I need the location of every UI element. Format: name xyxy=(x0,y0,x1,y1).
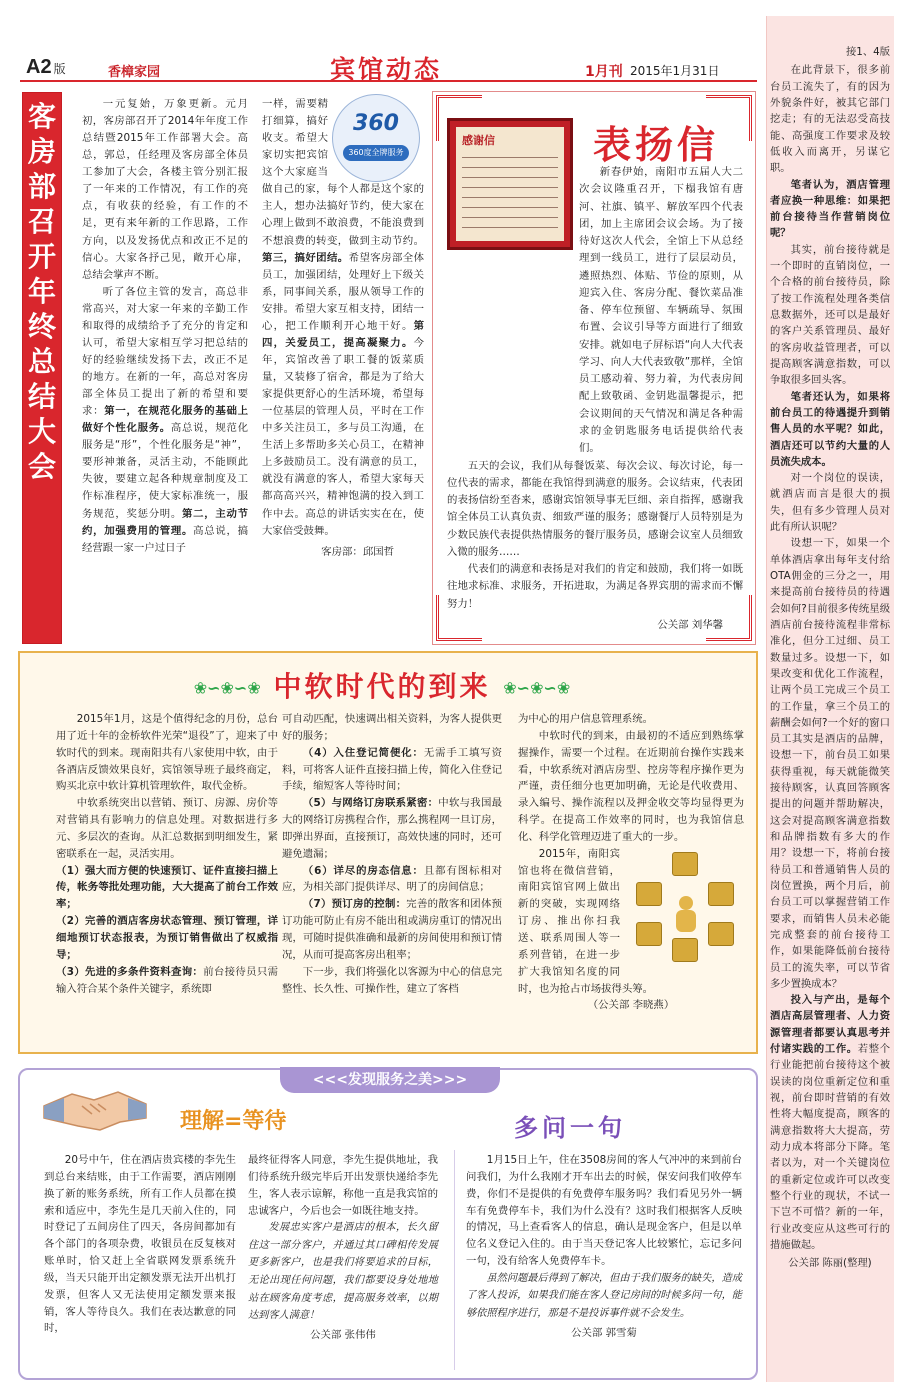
section2-paragraph: 中软时代的到来，由最初的不适应到熟练掌握操作，需要一个过程。在近期前台操作实践来看，中软系统对酒店房型、控房等程序操作更为严谨，责任细分也更加明确，无论是代收费用、录入编号、操作流程以及押金收交等均显得更为科学。在提高工作效率的同时，也为我馆信息化、科学化管理迈进了重大的一步。 xyxy=(518,729,744,843)
handshake-icon xyxy=(42,1076,150,1134)
sidebar-text: 若整个行业能把前台接待这个被误读的岗位重新定位和重视，前台即时营销的有效性将大幅度提高，顾客的满意指数将大大提高，劳动力成本将部分下降。笔者以为，对一个关键岗位的重新定位或许可以改变整个行业的现状，不试一下岂不可惜？新的一年，行业改变应从这些可行的措施做起。 xyxy=(770,1043,891,1251)
article1-title: 客房部召开年终总结大会 xyxy=(22,92,62,644)
service-beauty-section xyxy=(18,1068,758,1380)
sidebar-bold-paragraph: 笔者还认为，如果将前台员工的待遇提升到销售人员的水平呢？如此，酒店还可以节约大量的人员流失成本。 xyxy=(770,390,890,468)
section2-paragraph: 下一步，我们将强化以客源为中心的信息完整性、长久性、可操作性，建立了客档 xyxy=(282,965,502,995)
article1-column-2 xyxy=(262,96,424,561)
section2-column-1 xyxy=(56,711,278,997)
feature-7-heading: （7）预订房的控制： xyxy=(302,898,407,911)
sidebar-paragraph: 设想一下，如果一个单体酒店拿出每年支付给OTA佣金的三分之一，用来提高前台接待员的待遇会如何?目前很多传统星级酒店前台接待流程非常标准化，但分工过细、员工数量过多。设想一下，如果改变和优化工作流程，让两个员工完成三个员工的工作量，拿三个员工的薪酬会如何?一个好的窗口员工其实是酒店的品牌，设想一下，前台员工如果获得重视，每天就能微笑接待顾客，认真回答顾客提出的问题并帮助解决，这会对提高顾客满意指数和品牌指数有多大的作用？设想一下，将前台接待员工和普通销售人员的岗位置换，两个月后，前台员工可以掌握营销工作要求，而销售人员未必能完成整套的前台接待工作，如果能降低前台接待员工的流失率，可以节省多少置换成本？ xyxy=(770,537,890,990)
article1-text: 今年，宾馆改善了职工餐的饭菜质量，又装修了宿舍，都是为了给大家提供更舒心的生活环境，希望每一位基层的管理人员，平时在工作中多关注员工，多与员工沟通，在生活上多帮助多关心员工，在精神上多鼓励员工。没有满意的员工，就没有满意的客人，希望大家每天都高高兴兴，精神饱满的投入到工作中去。高总的讲话实实在在，使大家倍受鼓舞。 xyxy=(262,336,424,537)
story-a-paragraph: 最终征得客人同意，李先生提供地址，我们待系统升级完毕后开出发票快递给李先生，客人表示谅解，称他一直是我宾馆的忠诚客户，今后也会一如既往地支持。 xyxy=(248,1154,438,1217)
section2-column-3 xyxy=(518,711,744,1014)
issue-date: 2015年1月31日 xyxy=(630,64,720,78)
article1-paragraph: 一元复始，万象更新。元月初，客房部召开了2014年年度工作总结暨2015年工作部署大会。高总，郭总，任经理及客房部全体员工参加了大会，各楼主管分别汇报了一年来的工作情况，有工作的亮点，有收获的经验，有工作的不足，更有来年新的工作思路，工作方向，以及发扬优点和改正不足的信心。大家各抒己见，敞开心扉，总结会掌声不断。 xyxy=(82,98,248,281)
sidebar-paragraph: 在此背景下，很多前台员工流失了，有的因为外貌条件好，被其它部门挖走；有的无法忍受高技能、高强度工作要求及较低收入而离开，另谋它职。 xyxy=(770,64,890,175)
section2-paragraph: 可自动匹配，快速调出相关资料，为客人提供更好的服务； xyxy=(282,713,502,742)
feature-6-text: 且都有图标相对应，为相关部门提供详尽、明了的房间信息； xyxy=(282,864,503,894)
header-rule xyxy=(20,80,757,82)
commendation-paragraph: 五天的会议，我们从每餐饭菜、每次会议、每次讨论，每一位代表的需求，都能在我馆得到满意的服务。会议结束，代表团的表扬信纷至沓来，感谢宾馆领导事无巨细、亲自指挥，感谢我馆全体员工认真负责、细致严谨的服务；感谢餐厅人员特别是为少数民族代表提供热情服务的餐厅服务员，感谢会议室人员细致入微的服务…… xyxy=(447,459,743,558)
feature-1: （1）强大而方便的快速预订、证件直接扫描上传，帐务等批处理功能，大大提高了前台工作效率； xyxy=(56,864,278,911)
section2-paragraph: 为中心的用户信息管理系统。 xyxy=(518,713,654,725)
article1-text: 高总说，规范化服务是“形”，个性化服务是“神”，要形神兼备，灵活主动，不能顾此失彼，要建立起各种规章制度及工作标准程序，使大家标准统一，服务规范，奖惩分明。 xyxy=(82,422,249,520)
article1-text: 希望客房部全体员工，加强团结，处理好上下级关系，同事间关系，服从领导工作的安排。希望大家互相支持，团结一心，把工作顺利开心地干好。 xyxy=(262,251,425,332)
article1-column-1 xyxy=(82,96,248,557)
sidebar-paragraph: 对一个岗位的误读，就酒店而言是很大的损失，但有多少管理人员对此有所认识呢？ xyxy=(770,472,890,534)
sidebar-bold-paragraph: 投入与产出，是每个酒店高层管理者、人力资源管理者都要认真思考并付诸实践的工作。 xyxy=(770,994,890,1056)
article1-point-3: 第三，搞好团结。 xyxy=(262,251,349,264)
story-b-byline: 公关部 郭雪菊 xyxy=(571,1326,637,1339)
feature-2: （2）完善的酒店客房状态管理、预订管理，详细地预订状态报表，为预订销售做出了权威指导； xyxy=(56,915,278,961)
article1-text: 一样，需要精打细算，搞好收支。希望大家切实把宾馆这个大家庭当做自己的家，每个人都是这个家的主人，想办法搞好节约，使大家在心理上做到不敢浪费，不能浪费到不想浪费的转变，做到主动节约。 xyxy=(262,98,424,247)
section-title: 宾馆动态 xyxy=(329,55,442,84)
leaf-ornament-left: ❀∽❀∽❀ xyxy=(193,678,261,698)
badge-text: 360度全牌服务 xyxy=(343,145,409,161)
360-service-badge xyxy=(332,94,420,182)
story-a-note: 发展忠实客户是酒店的根本，长久留住这一部分客户，并通过其口碑相传发展更多新客户，也是我们将要追求的目标，无论出现任何问题，我们都要设身处地地站在顾客角度考虑，提高服务效率，以期达到客人满意！ xyxy=(248,1222,438,1322)
section2-paragraph: 2015年1月，这是个值得纪念的月份，总台用了近十年的金桥软件光荣“退役”了，迎来了中软时代的到来。现南阳共有八家使用中软，由于各酒店反馈效果良好，宾馆领导班子最终商定，购买北京中软计算机管理软件，取代金桥。 xyxy=(56,713,278,793)
section3-title-a: 理解=等待 xyxy=(180,1109,287,1134)
section3-title-b xyxy=(514,1108,626,1143)
section3-banner: <<<发现服务之美>>> xyxy=(280,1067,500,1093)
story-a-column-2 xyxy=(248,1152,438,1344)
commendation-byline: 公关部 刘华馨 xyxy=(657,618,723,631)
edition-number: A2 xyxy=(26,56,52,78)
article1-point-2: 第二，主动节约，加强费用的管理。 xyxy=(82,507,249,537)
story-a-byline: 公关部 张伟伟 xyxy=(310,1328,376,1341)
edition-label xyxy=(26,56,66,79)
section2-byline: （公关部 李晓燕） xyxy=(587,999,675,1012)
monthly-label: 1月刊 xyxy=(585,64,623,80)
page-header xyxy=(20,56,757,84)
continued-from-label: 接1、4版 xyxy=(846,46,890,58)
section2-paragraph: 中软系统突出以营销、预订、房源、房价等对营销具有影响力的信息处理。对数据进行多元、多层次的查询。从汇总数据到明细发生，紧密联系在一起，灵活实用。 xyxy=(56,797,278,860)
article1-paragraph xyxy=(82,284,248,557)
story-b-paragraph: 1月15日上午，住在3508房间的客人气冲冲的来到前台问我们，为什么我刚才开车出去的时候，保安问我们收停车费，你们不是提供的有免费停车服务吗？我们看见另外一辆车有免费停车卡，我们为什么没有？这时我们根据客人反映的情况，马上查看客人的信息，确认是现金客户，但是以单位名义登记入住的。由于当天登记客人比较繁忙，忘记多问一句，没有给客人免费停车卡。 xyxy=(466,1154,742,1268)
section2-title-text: 中软时代的到来 xyxy=(273,670,491,703)
sidebar-paragraph: 其实，前台接待就是一个即时的直销岗位，一个合格的前台接待员，除了按工作流程处理各类信息数据外，还可以是最好的客户关系管理员、最好的客房收益管理者，可以提高顾客满意指数，可以争取很多回头客。 xyxy=(770,243,890,387)
section2-paragraph: 2015年，南阳宾馆也将在微信营销，南阳宾馆官网上做出新的突破，实现网络订房、推出你扫我送、联系周围人等一系列营销，在进一步扩大我馆知名度的同时，也为抢占市场拔得头筹。 xyxy=(518,847,654,995)
article1-byline: 客房部：邱国哲 xyxy=(321,545,394,558)
section2-title xyxy=(132,665,632,705)
article1-point-1: 第一，在规范化服务的基础上做好个性化服务。 xyxy=(82,405,249,435)
feature-5-text: 中软与我国最大的网络订房携程合作，那么携程网一旦订房，即弹出界面，直接预订，高效快速的同时，还可避免遗漏； xyxy=(282,797,502,860)
feature-3-heading: （3）先进的多条件资料查询： xyxy=(56,965,204,978)
edition-suffix: 版 xyxy=(53,62,66,76)
section2-column-2 xyxy=(282,711,502,997)
commendation-title: 表扬信 xyxy=(593,122,720,167)
letter-heading: 感谢信 xyxy=(462,134,495,147)
feature-7-text: 完善的散客和团体预订功能可防止有房不能出租或满房重订的情况出现，可随时提供准确和最新的房间使用和预订情况，从而可提高客房出租率； xyxy=(282,898,503,961)
commendation-paragraph: 新春伊始，南阳市五届人大二次会议隆重召开，下榻我馆有唐河、社旗、镇平、解放军四个代表团，加上主席团会议会场。为了接待好这次人代会，全馆上下从总经理到一线员工，进行了层层动员，遴照热烈、体贴、节俭的原则，从迎宾入住、客房分配、餐饮菜品准备、停车位预留、车辆疏导、氛围布置、会议引导等方面进行了细致安排。就如电子屏标语“向人大代表学习、向人大代表致敬”那样，全馆员工感动着、努力着，为代表房间配上致敬函、金钥匙温馨提示，把会议期间的天气情况和满足各种需求的金钥匙服务电话提供给代表们。 xyxy=(579,166,743,455)
leaf-ornament-right: ❀∽❀∽❀ xyxy=(503,678,571,698)
article1-point-4: 第四，关爱员工，提高凝聚力。 xyxy=(262,319,424,349)
article1-text: 听了各位主管的发言，高总非常高兴，对大家一年来的辛勤工作和取得的成绩给予了充分的肯定和认可，希望大家相互学习把总结的好的经验继续发扬下去，改正不足的地方。在新的一年，高总对客房部全体员工提出了新的希望和要求： xyxy=(82,285,248,418)
badge-number: 360 xyxy=(353,111,399,136)
sidebar-column xyxy=(770,44,890,1271)
story-b-column xyxy=(466,1152,742,1341)
sidebar-byline: 公关部 陈丽(整理) xyxy=(788,1257,872,1270)
feature-4-heading: （4）入住登记简便化： xyxy=(302,746,424,759)
section3-title-b-text: 多问一句 xyxy=(514,1113,626,1142)
commendation-paragraph: 代表们的满意和表扬是对我们的肯定和鼓励，我们将一如既往地求标准、求服务，开拓进取，为满足各界宾朋的需求而不懈努力！ xyxy=(447,563,743,610)
teamwork-figure-image xyxy=(626,848,744,966)
feature-6-heading: （6）详尽的房态信息： xyxy=(302,864,424,877)
story-a-paragraph: 20号中午，住在酒店贵宾楼的李先生到总台来结账，由于工作需要，酒店刚刚换了新的账务系统，所有工作人员都在摸索和适应中，李先生是几天前入住的，同时登记了五间房住了四天，各房间都加有各个部门的各项杂费，收银员在反复核对账单时，恰又赶上全省联网发票系统升级，当天只能开出定额发票无法开出机打发票，但客人又无法使用定额发票来报销，客人等待良久。我们在表达歉意的同时， xyxy=(44,1154,236,1335)
story-a-column-1 xyxy=(44,1152,236,1337)
feature-4-text: 无需手工填写资料，可将客人证件直接扫描上传，简化入住登记手续，缩短客人等待时间； xyxy=(282,746,503,793)
story-b-note: 虽然问题最后得到了解决，但由于我们服务的缺失，造成了客人投诉，如果我们能在客人登记房间的时候多问一句，能够依照程序进行，那是不是投诉事件就不会发生。 xyxy=(466,1272,742,1319)
article1-text: 高总说，搞经营跟一家一户过日子 xyxy=(82,524,249,554)
column-divider xyxy=(454,1150,455,1370)
commendation-text xyxy=(447,164,743,634)
brand-name: 香樟家园 xyxy=(108,65,161,80)
software-era-section xyxy=(18,651,758,1054)
sidebar-bold-paragraph: 笔者认为，酒店管理者应换一种思维：如果把前台接待当作营销岗位呢？ xyxy=(770,178,890,240)
feature-3-text: 前台接待员只需输入符合某个条件关键字，系统即 xyxy=(56,965,279,995)
commendation-box xyxy=(432,91,756,645)
feature-5-heading: （5）与网络订房联系紧密： xyxy=(302,797,439,810)
